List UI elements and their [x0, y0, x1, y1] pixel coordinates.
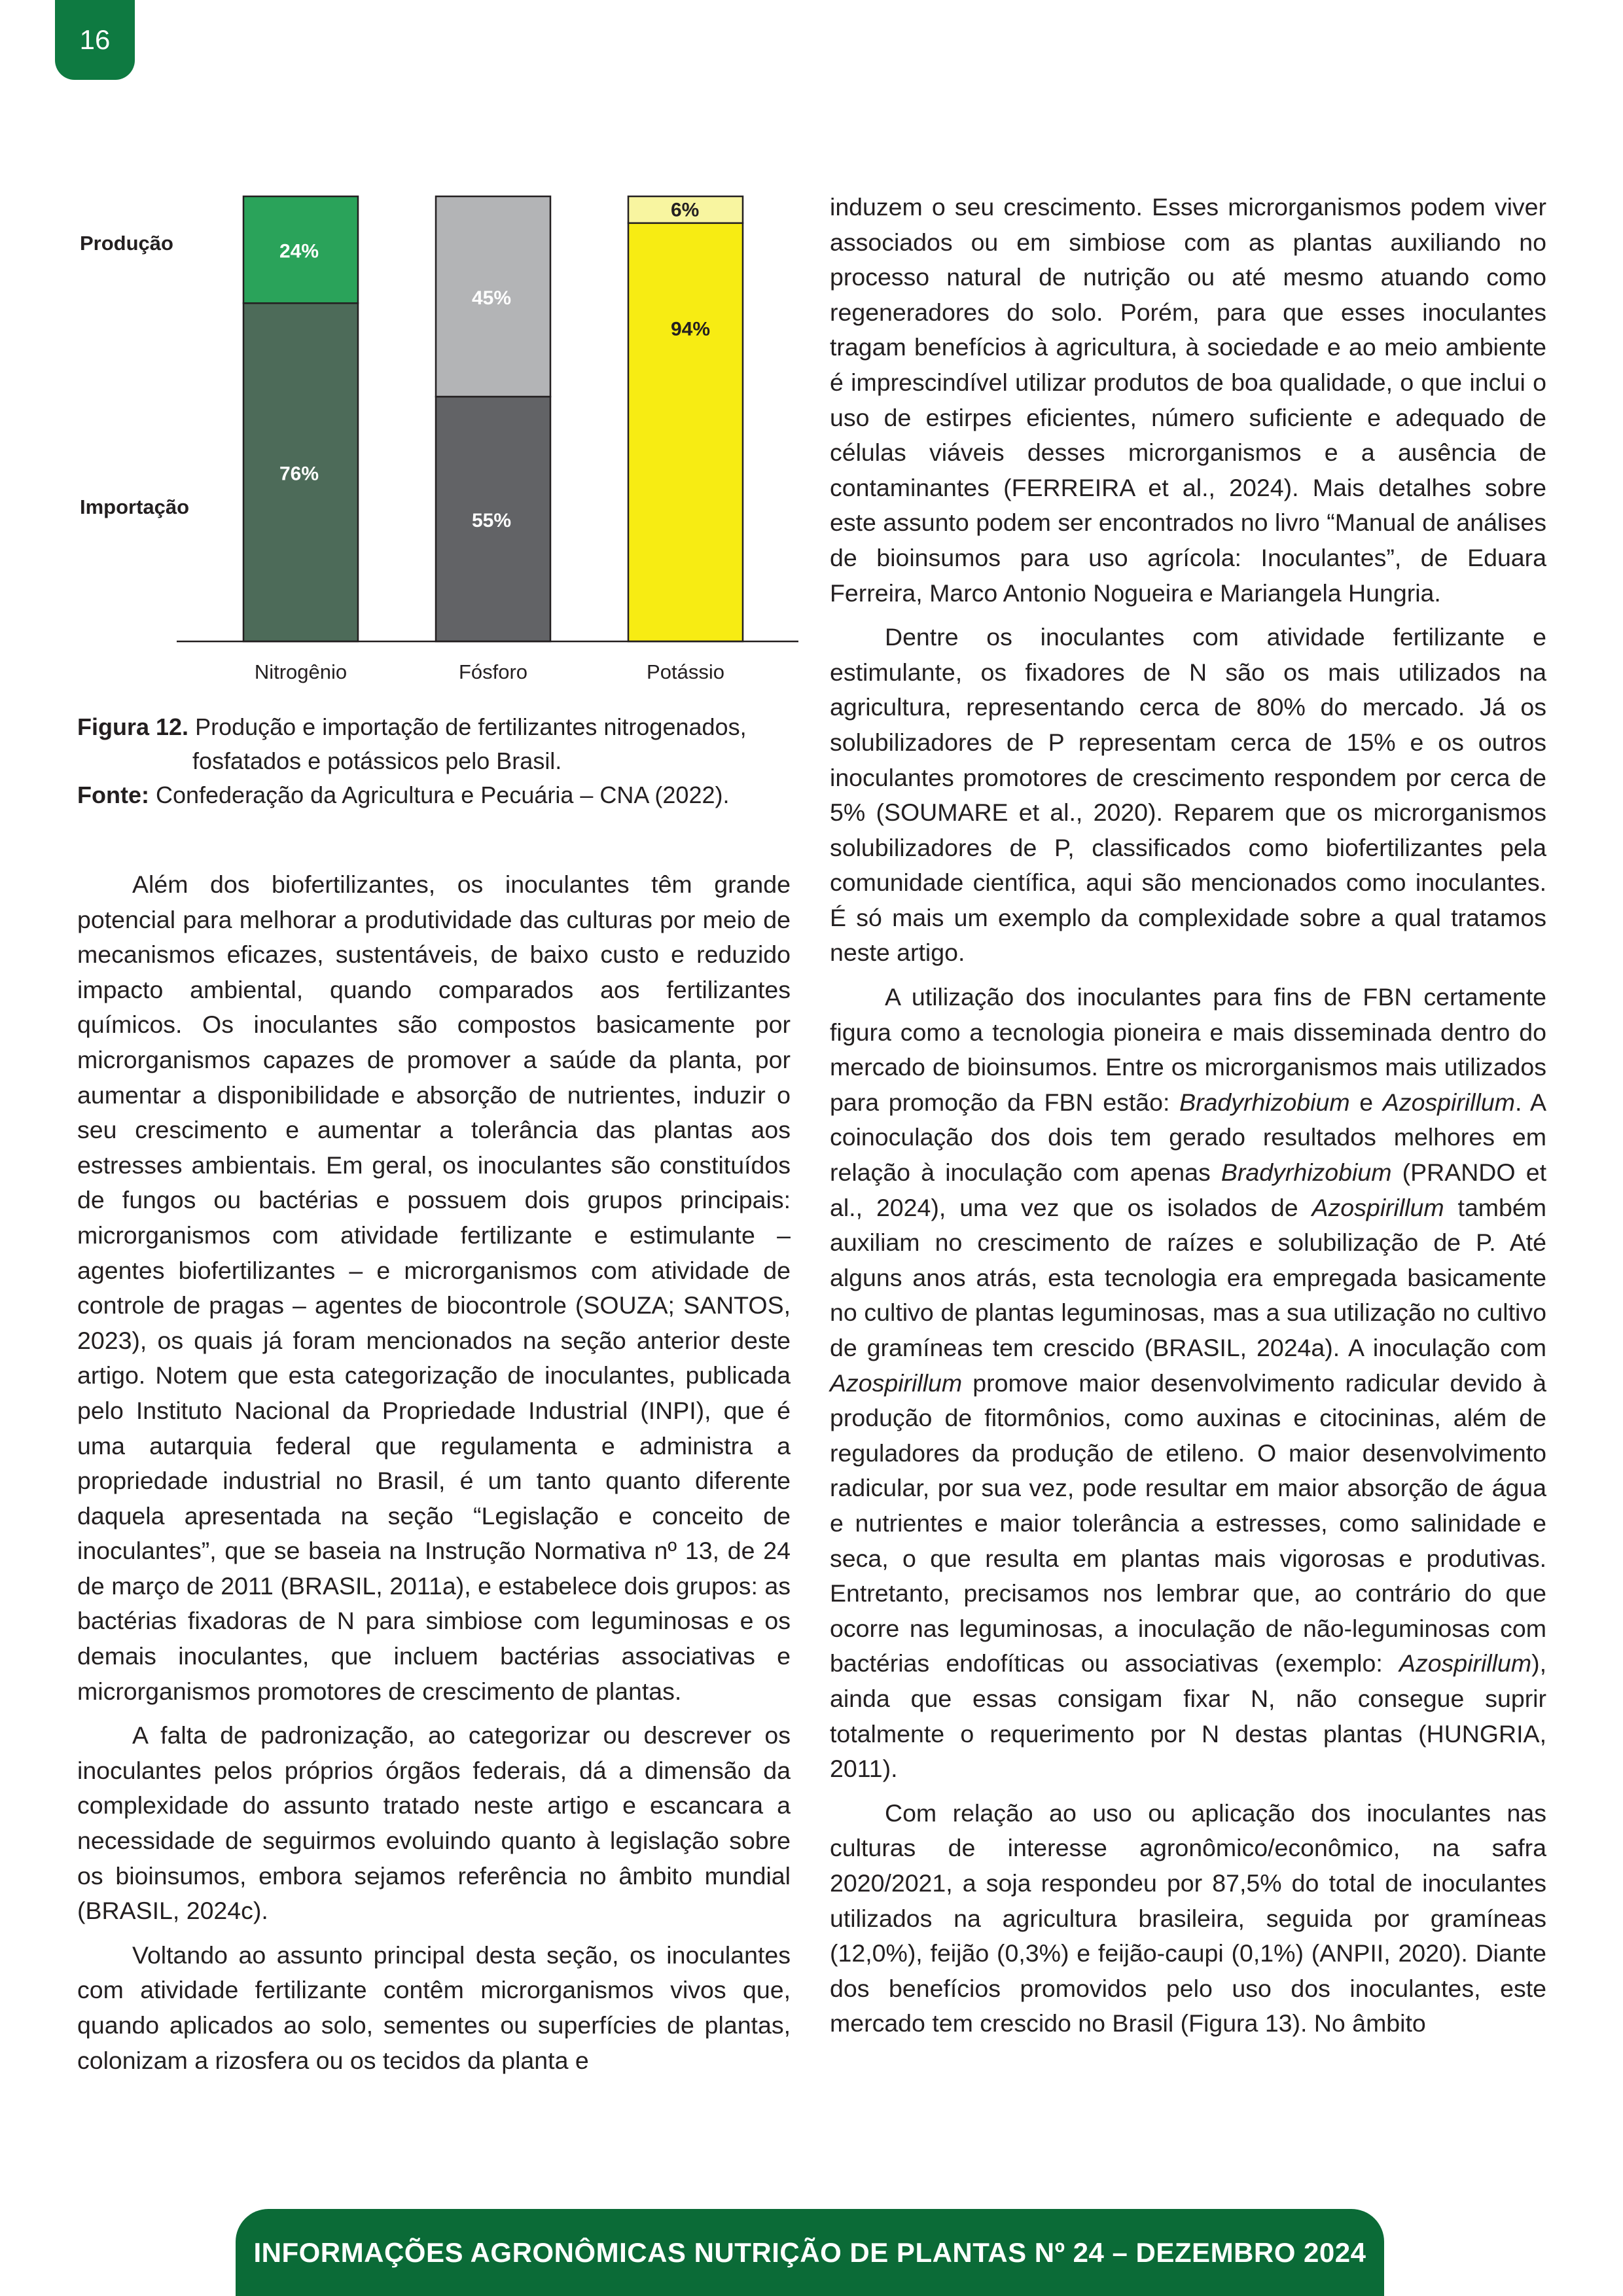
caption-text-1: Produção e importação de fertilizantes nitrogenados,: [188, 713, 747, 740]
caption-line-1: [77, 710, 797, 744]
italic-term: Azospirillum: [1399, 1649, 1532, 1677]
paragraph: A falta de padronização, ao categorizar ou descrever os inoculantes pelos próprios órgãos federais, dá a dimensão da complexidade do assunto tratado neste artigo e escancara a necessidade de seguirmos evoluindo quanto à legislação sobre os bioinsumos, embora sejamos referência no âmbito mundial (BRASIL, 2024c).: [77, 1721, 791, 1925]
caption-line-2: fosfatados e potássicos pelo Brasil.: [192, 747, 562, 774]
text-segment: e: [1349, 1088, 1383, 1116]
figure-caption: [77, 710, 797, 812]
data-label: 94%: [671, 318, 711, 340]
category-label: Nitrogênio: [254, 660, 348, 683]
italic-term: Azospirillum: [830, 1369, 963, 1397]
italic-term: Bradyrhizobium: [1179, 1088, 1350, 1116]
paragraph: Dentre os inoculantes com atividade fertilizante e estimulante, os fixadores de N são os mais utilizados na agricultura, representando cerca de 80% do mercado. Já os solubilizadores de P representam cerca de 15% e os outros inoculantes promotores de crescimento respondem por cerca de 5% (SOUMARE et al., 2020). Reparem que os microrganismos solubilizadores de P, classificados como biofertilizantes pela comunidade científica, aqui são mencionados como inoculantes. É só mais um exemplo da complexidade sobre a qual tratamos neste artigo.: [830, 623, 1546, 967]
data-label: 76%: [279, 463, 319, 485]
paragraph: Além dos biofertilizantes, os inoculantes têm grande potencial para melhorar a produtividade das culturas por meio de mecanismos eficazes, sustentáveis, de baixo custo e reduzido impacto ambiental, quando comparados aos fertilizantes químicos. Os inoculantes são compostos basicamente por microrganismos capazes de promover a saúde da planta, por aumentar a disponibilidade e absorção de nutrientes, induzir o seu crescimento e aumentar a tolerância das plantas aos estresses ambientais. Em geral, os inoculantes são constituídos de fungos ou bactérias e possuem dois grupos principais: microrganismos com atividade fertilizante e estimulante – agentes biofertilizantes – e microrganismos com atividade de controle de pragas – agentes de biocontrole (SOUZA; SANTOS, 2023), os quais já foram mencionados na seção anterior deste artigo. Notem que esta categorização de inoculantes, publicada pelo Instituto Nacional da Propriedade Industrial (INPI), que é uma autarquia federal que regulamenta e administra a propriedade industrial no Brasil, é um tanto quanto diferente daquela apresentada na seção “Legislação e conceito de inoculantes”, que se baseia na Instrução Normativa nº 13, de 24 de março de 2011 (BRASIL, 2011a), e estabelece dois grupos: as bactérias fixadoras de N para simbiose com leguminosas e os demais inoculantes, que incluem bactérias associativas e microrganismos promotores de crescimento de plantas.: [77, 870, 791, 1705]
text-segment: . A coinoculação dos dois tem gerado resultados melhores em relação à inoculação com apenas: [830, 1088, 1546, 1187]
page-number: 16: [79, 24, 111, 55]
right-column-text: [830, 190, 1546, 2051]
footer-text: INFORMAÇÕES AGRONÔMICAS NUTRIÇÃO DE PLANTAS Nº 24 – DEZEMBRO 2024: [253, 2236, 1366, 2268]
text-segment: A utilização dos inoculantes para fins de FBN certamente figura como a tecnologia pioneira e mais disseminada dentro do mercado de bioinsumos. Entre os microrganismos mais utilizados para promoção da FBN estão:: [830, 983, 1546, 1116]
italic-term: Bradyrhizobium: [1221, 1158, 1392, 1187]
chart-svg: [65, 187, 812, 697]
data-label: 6%: [671, 199, 700, 221]
page-number-tab: [55, 0, 135, 80]
stacked-bar-chart: [65, 187, 812, 697]
text-segment: promove maior desenvolvimento radicular devido à produção de fitormônios, como auxinas e citocininas, além de reguladores da produção de etileno. O maior desenvolvimento radicular, por sua vez, pode resultar em maior absorção de água e nutrientes e maior tolerância a estresses, como salinidade e seca, o que resulta em plantas mais vigorosas e produtivas. Entretanto, precisamos nos lembrar que, ao contrário do que ocorre nas leguminosas, a inoculação de não-leguminosas com bactérias endofíticas ou associativas (exemplo:: [830, 1369, 1546, 1677]
italic-term: Azospirillum: [1311, 1193, 1444, 1221]
row-label: Importação: [80, 495, 190, 518]
figure-12-chart: [65, 187, 812, 697]
paragraph: Voltando ao assunto principal desta seção, os inoculantes com atividade fertilizante contêm microrganismos vivos que, quando aplicados ao solo, sementes ou superfícies de plantas, colonizam a rizosfera ou os tecidos da planta e: [77, 1941, 791, 2074]
left-column-text: [77, 867, 791, 2087]
caption-label: Figura 12.: [77, 713, 189, 740]
category-label: Fósforo: [458, 660, 528, 683]
paragraph: [830, 980, 1546, 1787]
italic-term: Azospirillum: [1382, 1088, 1515, 1116]
row-label: Produção: [80, 232, 173, 255]
bar-segment-importação-2: [628, 223, 743, 641]
data-label: 45%: [472, 287, 512, 309]
data-label: 55%: [472, 510, 512, 531]
text-segment: ), ainda que essas consigam fixar N, não consegue suprir totalmente o requerimento por N destas plantas (HUNGRIA, 2011).: [830, 1649, 1546, 1783]
text-segment: (PRANDO et al., 2024), uma vez que os isolados de: [830, 1158, 1546, 1221]
paragraph: induzem o seu crescimento. Esses microrganismos podem viver associados ou em simbiose com as plantas auxiliando no processo natural de nutrição ou até mesmo atuando como regeneradores do solo. Porém, para que esses inoculantes tragam benefícios à agricultura, à sociedade e ao meio ambiente é imprescindível utilizar produtos de boa qualidade, o que inclui o uso de estirpes eficientes, número suficiente e adequado de células viáveis desses microrganismos e a ausência de contaminantes (FERREIRA et al., 2024). Mais detalhes sobre este assunto podem ser encontrados no livro “Manual de análises de bioinsumos para uso agrícola: Inoculantes”, de Eduara Ferreira, Marco Antonio Nogueira e Mariangela Hungria.: [830, 193, 1546, 607]
journal-footer: [236, 2209, 1384, 2296]
category-label: Potássio: [647, 660, 724, 683]
source-line: [77, 778, 797, 812]
paragraph: Com relação ao uso ou aplicação dos inoculantes nas culturas de interesse agronômico/econômico, na safra 2020/2021, a soja respondeu por 87,5% do total de inoculantes utilizados na agricultura brasileira, seguida por gramíneas (12,0%), feijão (0,3%) e feijão-caupi (0,1%) (ANPII, 2020). Diante dos benefícios promovidos pelo uso dos inoculantes, este mercado tem crescido no Brasil (Figura 13). No âmbito: [830, 1799, 1546, 2037]
data-label: 24%: [279, 240, 319, 262]
text-segment: também auxiliam no crescimento de raízes e solubilização de P. Até alguns anos atrás, esta tecnologia era empregada basicamente no cultivo de plantas leguminosas, mas a sua utilização no cultivo de gramíneas tem crescido (BRASIL, 2024a). A inoculação com: [830, 1193, 1546, 1361]
source-label: Fonte:: [77, 781, 149, 808]
source-text: Confederação da Agricultura e Pecuária – CNA (2022).: [149, 781, 730, 808]
